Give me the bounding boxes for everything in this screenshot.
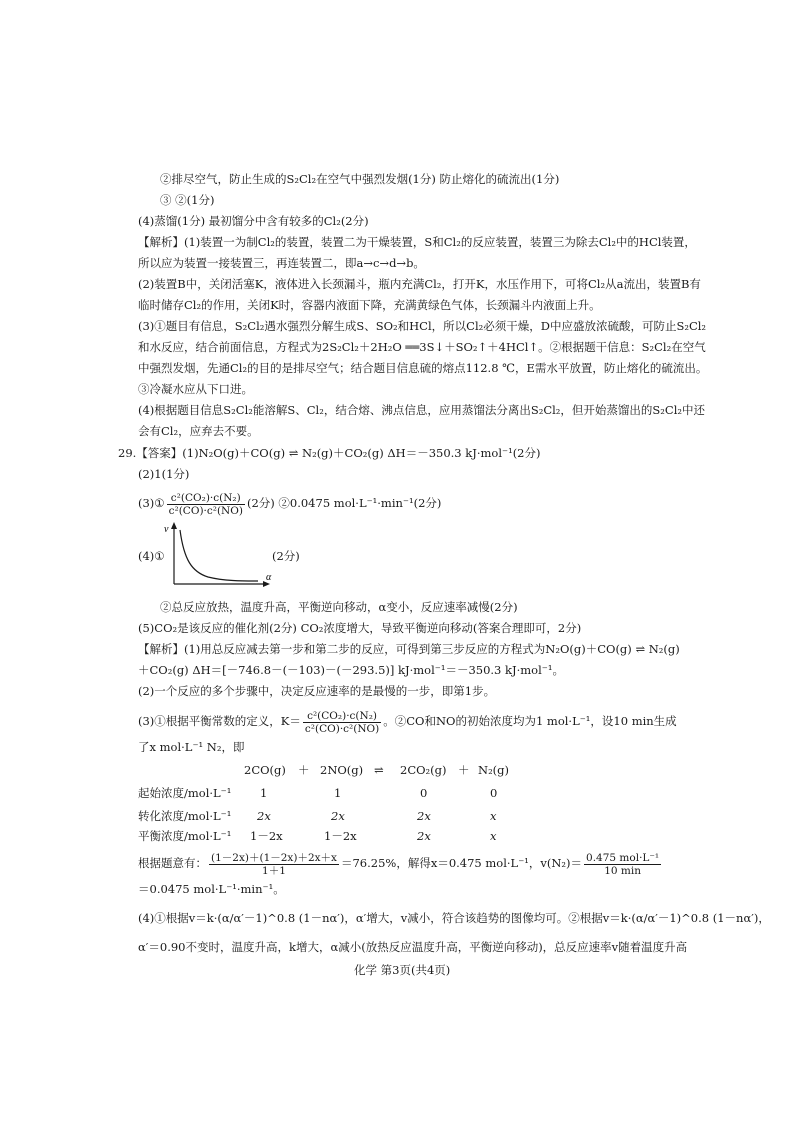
text-line: 和水反应，结合前面信息，方程式为2S₂Cl₂＋2H₂O ══3S↓＋SO₂↑＋4HCl↑。②根据题干信息：S₂Cl₂在空气 (138, 340, 706, 354)
equilibrium-constant-fraction (167, 492, 245, 517)
table-header-cell: N₂(g) (478, 763, 510, 777)
text-line: 临时储存Cl₂的作用，关闭K时，容器内液面下降，充满黄绿色气体，长颈漏斗内液面上升。 (138, 298, 601, 312)
fraction-numerator: c²(CO₂)·c(N₂) (167, 492, 245, 505)
conversion-fraction (209, 852, 339, 877)
table-header-cell: ＋ (298, 763, 310, 777)
text-fragment: (4)① (138, 549, 165, 563)
text-fragment: (2分) (272, 549, 300, 563)
x-axis-label: α (266, 572, 272, 583)
table-cell: x (490, 809, 497, 823)
text-line: (4)①根据v＝k·(α/α′－1)^0.8 (1－nα′)，α′增大，v减小，符合该趋势的图像均可。②根据v＝k·(α/α′－1)^0.8 (1－nα′)， (138, 911, 770, 925)
text-line: ②总反应放热，温度升高，平衡逆向移动，α变小，反应速率减慢(2分) (160, 600, 518, 614)
table-cell: 1 (334, 786, 342, 800)
text-fragment: (3)① (138, 496, 165, 510)
rate-fraction (584, 852, 661, 877)
table-cell: 1－2x (324, 829, 357, 843)
text-line: (3)①题目有信息，S₂Cl₂遇水强烈分解生成S、SO₂和HCl，所以Cl₂必须干燥，D中应盛放浓硫酸，可防止S₂Cl₂ (138, 319, 707, 333)
text-line: (2)装置B中，关闭活塞K，液体进入长颈漏斗，瓶内充满Cl₂，打开K，水压作用下，可将Cl₂从a流出，装置B有 (138, 277, 701, 291)
text-line: ＝0.0475 mol·L⁻¹·min⁻¹。 (138, 882, 285, 896)
table-header-cell: 2CO(g) (244, 763, 286, 777)
text-line: ＋CO₂(g) ΔH＝[－746.8－(－103)－(－293.5)] kJ·mol⁻¹＝－350.3 kJ·mol⁻¹。 (138, 663, 564, 677)
text-fragment: 。②CO和NO的初始浓度均为1 mol·L⁻¹，设10 min生成 (383, 714, 677, 728)
text-line (138, 488, 441, 518)
page-footer: 化学 第3页(共4页) (354, 963, 451, 977)
text-line: 【解析】(1)装置一为制Cl₂的装置，装置二为干燥装置，S和Cl₂的反应装置，装置三为除去Cl₂中的HCl装置， (138, 235, 696, 249)
text-line: 中强烈发烟，先通Cl₂的目的是排尽空气；结合题目信息硫的熔点112.8 ℃，E需水平放置，防止熔化的硫流出。 (138, 361, 708, 375)
fraction-numerator: 0.475 mol·L⁻¹ (586, 851, 660, 864)
text-line (138, 848, 663, 878)
table-cell: 1 (260, 786, 268, 800)
text-line: 所以应为装置一接装置三，再连装置二，即a→c→d→b。 (138, 256, 425, 270)
table-row-label: 起始浓度/mol·L⁻¹ (138, 786, 232, 800)
table-cell: 0 (490, 786, 498, 800)
table-header-cell: 2NO(g) (320, 763, 364, 777)
text-fragment: (3)①根据平衡常数的定义，K＝ (138, 714, 301, 728)
text-line: (2)1(1分) (138, 467, 190, 481)
text-line: (4)蒸馏(1分) 最初馏分中含有较多的Cl₂(2分) (138, 214, 369, 228)
text-line: ③ ②(1分) (160, 193, 215, 207)
table-header-cell: ＋ (458, 763, 470, 777)
text-line: 会有Cl₂，应弃去不要。 (138, 424, 259, 438)
text-line: α′＝0.90不变时，温度升高，k增大，α减小(放热反应温度升高，平衡逆向移动)，总反应速率v随着温度升高 (138, 940, 688, 954)
curve (180, 530, 258, 581)
table-cell: 2x (417, 809, 431, 823)
rate-vs-alpha-graph (158, 520, 276, 592)
y-axis-arrow (171, 522, 177, 529)
y-axis-label: v (164, 524, 169, 535)
text-fragment: 根据题意有： (138, 856, 207, 870)
text-line: 了x mol·L⁻¹ N₂，即 (138, 740, 245, 754)
fraction-numerator: (1－2x)＋(1－2x)＋2x＋x (211, 851, 337, 864)
text-line (138, 706, 677, 736)
table-header-cell: ⇌ (374, 763, 384, 777)
fraction-denominator: c²(CO)·c²(NO) (168, 504, 243, 517)
table-cell: 2x (331, 809, 345, 823)
table-row-label: 平衡浓度/mol·L⁻¹ (138, 829, 232, 843)
fraction-denominator: c²(CO)·c²(NO) (304, 722, 380, 735)
text-line: (2)一个反应的多个步骤中，决定反应速率的是最慢的一步，即第1步。 (138, 684, 496, 698)
text-line: ③冷凝水应从下口进。 (138, 382, 253, 396)
question-29-answer: 29.【答案】(1)N₂O(g)＋CO(g) ⇌ N₂(g)＋CO₂(g) ΔH＝－350.3 kJ·mol⁻¹(2分) (118, 446, 541, 460)
table-cell: x (490, 829, 497, 843)
text-fragment: ＝76.25%，解得x＝0.475 mol·L⁻¹，v(N₂)＝ (340, 856, 583, 870)
table-cell: 2x (417, 829, 431, 843)
text-line: 【解析】(1)用总反应减去第一步和第二步的反应，可得到第三步反应的方程式为N₂O(g)＋CO(g) ⇌ N₂(g) (138, 642, 680, 656)
text-line: ②排尽空气，防止生成的S₂Cl₂在空气中强烈发烟(1分) 防止熔化的硫流出(1分) (160, 172, 560, 186)
text-line: (5)CO₂是该反应的催化剂(2分) CO₂浓度增大，导致平衡逆向移动(答案合理即可，2分) (138, 621, 582, 635)
fraction-denominator: 1＋1 (262, 864, 286, 877)
table-header-cell: 2CO₂(g) (400, 763, 447, 777)
table-row-label: 转化浓度/mol·L⁻¹ (138, 809, 232, 823)
table-cell: 2x (257, 809, 271, 823)
table-cell: 1－2x (250, 829, 283, 843)
text-line: (4)根据题目信息S₂Cl₂能溶解S、Cl₂，结合熔、沸点信息，应用蒸馏法分离出S₂Cl₂，但开始蒸馏出的S₂Cl₂中还 (138, 403, 705, 417)
fraction-denominator: 10 min (604, 864, 641, 877)
equilibrium-constant-fraction (303, 710, 381, 735)
text-fragment: (2分) ②0.0475 mol·L⁻¹·min⁻¹(2分) (246, 496, 442, 510)
table-cell: 0 (420, 786, 428, 800)
fraction-numerator: c²(CO₂)·c(N₂) (303, 710, 381, 723)
